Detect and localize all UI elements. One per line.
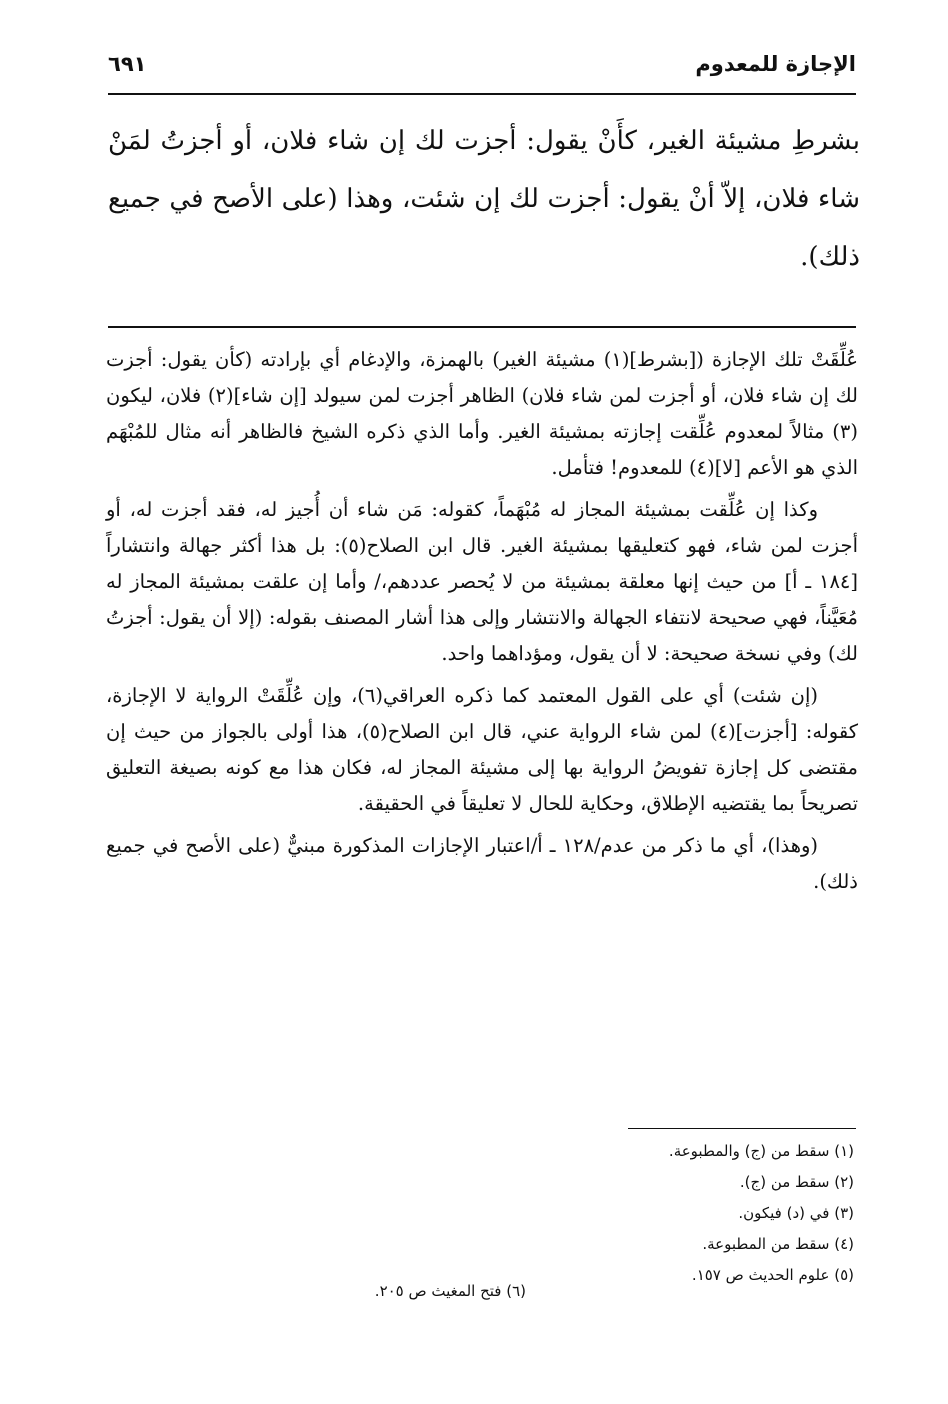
header-rule bbox=[108, 93, 856, 95]
footnote-4: (٤) سقط من المطبوعة. bbox=[702, 1235, 854, 1253]
footnote-2: (٢) سقط من (ج). bbox=[739, 1173, 854, 1191]
commentary bbox=[106, 342, 858, 906]
commentary-paragraph-2: وكذا إن عُلِّقت بمشيئة المجاز له مُبْهَماً، كقوله: مَن شاء أن أُجيز له، فقد أجزت له، أو أجزت لمن شاء، فهو كتعليقها بمشيئة الغير. قال ابن الصلاح(٥): بل هذا أكثر جهالة وانتشاراً [١٨٤ ـ أ] من حيث إنها معلقة بمشيئة من لا يُحصر عددهم،/ وأما إن علقت بمشيئة المجاز له مُعَيَّناً، فهي صحيحة لانتفاء الجهالة والانتشار وإلى هذا أشار المصنف بقوله: (إلا أن يقول: أجزتُ لك) وفي نسخة صحيحة: لا أن يقول، ومؤداهما واحد. bbox=[106, 498, 859, 665]
page-header bbox=[108, 52, 856, 92]
commentary-paragraph-1: عُلِّقَتْ تلك الإجازة ([بشرط](١) مشيئة الغير) بالهمزة، والإدغام أي بإرادته (كأن يقول: أجزت لك إن شاء فلان، أو أجزت لمن شاء فلان) الظاهر أجزت لمن سيولد [إن شاء](٢) فلان، ليكون (٣) مثالاً لمعدوم عُلِّقت إجازته بمشيئة الغير. وأما الذي ذكره الشيخ فالظاهر أنه مثال للمُبْهَم الذي هو الأعم [لا](٤) للمعدوم! فتأمل. bbox=[106, 348, 858, 479]
footnote-5: (٥) علوم الحديث ص ١٥٧. bbox=[691, 1266, 854, 1284]
commentary-paragraph-3: (إن شئت) أي على القول المعتمد كما ذكره العراقي(٦)، وإن عُلِّقَتْ الرواية لا الإجازة، كقوله: [أجزت](٤) لمن شاء الرواية عني، قال ابن الصلاح(٥)، هذا أولى بالجواز من حيث إن مقتضى كل إجازة تفويضُ الرواية بها إلى مشيئة المجاز له، فكان هذا مع كونه بصيغة التعليق تصريحاً بما يقتضيه الإطلاق، وحكاية للحال لا تعليقاً في الحقيقة. bbox=[106, 684, 859, 815]
page-number: ٦٩١ bbox=[108, 52, 147, 76]
footnote-divider bbox=[628, 1128, 856, 1129]
matn-text: بشرطِ مشيئة الغير، كأَنْ يقول: أجزت لك إن شاء فلان، أو أجزتُ لمَنْ شاء فلان، إلاّ أنْ يقول: أجزت لك إن شئت، وهذا (على الأصح في جميع ذلك). bbox=[108, 126, 860, 272]
section-divider bbox=[108, 326, 856, 328]
running-title: الإجازة للمعدوم bbox=[695, 52, 856, 76]
footnotes-column-left bbox=[296, 1276, 526, 1307]
footnote-6: (٦) فتح المغيث ص ٢٠٥. bbox=[374, 1282, 526, 1300]
footnotes-column-right bbox=[534, 1136, 854, 1291]
footnote-1: (١) سقط من (ج) والمطبوعة. bbox=[668, 1142, 854, 1160]
footnote-3: (٣) في (د) فيكون. bbox=[738, 1204, 854, 1222]
commentary-paragraph-4: (وهذا)، أي ما ذكر من عدم/١٢٨ ـ أ/اعتبار الإجازات المذكورة مبنيٌّ (على الأصح في جميع ذلك). bbox=[106, 834, 858, 893]
